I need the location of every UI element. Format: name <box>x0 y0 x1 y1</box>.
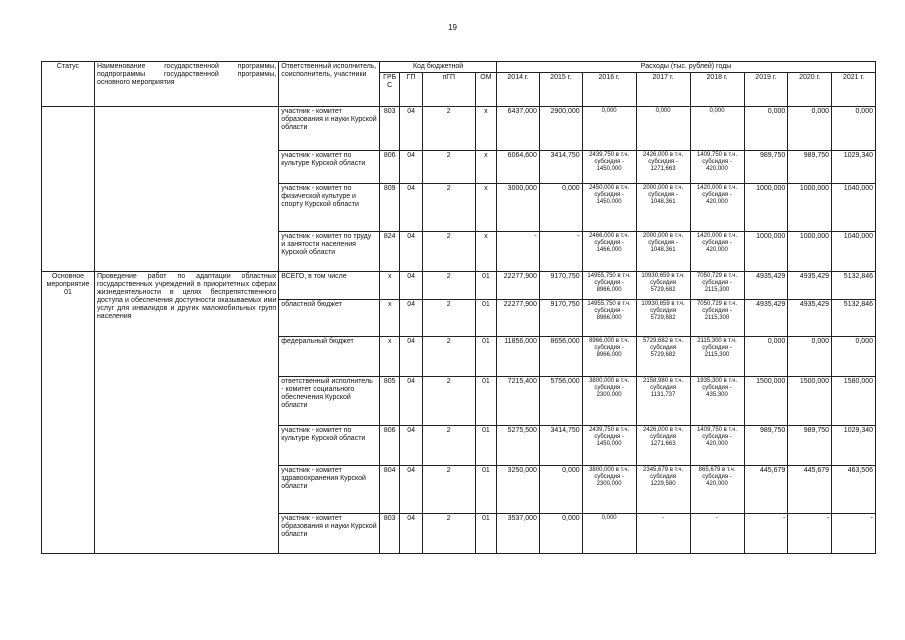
value-cell: 463,506 <box>832 466 876 514</box>
value-cell: 3414,750 <box>539 151 582 184</box>
budget-table <box>41 61 876 554</box>
header-pgp: пГП <box>422 73 475 107</box>
value-cell: х <box>475 151 496 184</box>
header-year-2020: 2020 г. <box>788 73 832 107</box>
value-cell: 01 <box>475 466 496 514</box>
value-cell: 0,000 <box>539 184 582 232</box>
value-cell: 04 <box>400 232 422 272</box>
value-cell: 3537,000 <box>497 514 540 554</box>
value-cell: 806 <box>380 151 400 184</box>
value-cell: 1000,000 <box>788 184 832 232</box>
responsible-cell: областной бюджет <box>279 300 380 337</box>
value-cell: 5275,500 <box>497 426 540 466</box>
value-cell: 5132,846 <box>832 272 876 300</box>
value-cell: 803 <box>380 514 400 554</box>
value-cell: 0,000 <box>582 107 636 151</box>
value-cell: 2345,679 в т.ч. субсидия 1229,580 <box>636 466 690 514</box>
program-name-cell <box>94 107 278 272</box>
value-cell: 865,679 в т.ч. субсидия - 420,000 <box>690 466 744 514</box>
value-cell: 14955,750 в т.ч. субсидия - 8966,000 <box>582 272 636 300</box>
value-cell: 1040,000 <box>832 184 876 232</box>
value-cell: 7215,400 <box>497 377 540 426</box>
value-cell: 3414,750 <box>539 426 582 466</box>
responsible-cell: участник - комитет по культуре Курской области <box>279 151 380 184</box>
header-budget-code: Код бюджетной <box>380 62 497 73</box>
table-row <box>42 107 876 151</box>
value-cell: 01 <box>475 272 496 300</box>
value-cell: 0,000 <box>636 107 690 151</box>
value-cell: 2 <box>422 466 475 514</box>
value-cell: 04 <box>400 377 422 426</box>
value-cell: 803 <box>380 107 400 151</box>
header-year-2015: 2015 г. <box>539 73 582 107</box>
value-cell: 11856,000 <box>497 337 540 377</box>
value-cell: х <box>475 232 496 272</box>
value-cell: 0,000 <box>539 466 582 514</box>
main-event-name: Проведение работ по адаптации областных государственных учреждений в приоритетных сферах жизнедеятельности в целях беспрепятственного доступа и обеспечения доступности оказываемых ими услуг для инвалидов и других маломобильных групп населения <box>94 272 278 554</box>
value-cell: 1420,000 в т.ч. субсидия - 420,000 <box>690 184 744 232</box>
value-cell: 04 <box>400 107 422 151</box>
value-cell: 5132,846 <box>832 300 876 337</box>
value-cell: 1935,300 в т.ч. субсидия - 435,300 <box>690 377 744 426</box>
value-cell: 01 <box>475 426 496 466</box>
value-cell: 2 <box>422 184 475 232</box>
value-cell: 1420,000 в т.ч. субсидия - 420,000 <box>690 232 744 272</box>
value-cell: 2 <box>422 300 475 337</box>
value-cell: 824 <box>380 232 400 272</box>
value-cell: 2900,000 <box>539 107 582 151</box>
value-cell: 2 <box>422 151 475 184</box>
value-cell: 4935,429 <box>788 272 832 300</box>
responsible-cell: ВСЕГО, в том числе <box>279 272 380 300</box>
value-cell: 0,000 <box>582 514 636 554</box>
value-cell: 989,750 <box>744 426 788 466</box>
header-year-2019: 2019 г. <box>744 73 788 107</box>
responsible-cell: участник - комитет по труду и занятости населения Курской области <box>279 232 380 272</box>
value-cell: - <box>636 514 690 554</box>
value-cell: 1029,340 <box>832 426 876 466</box>
value-cell: 01 <box>475 337 496 377</box>
value-cell: 2000,000 в т.ч. субсидия - 1048,361 <box>636 184 690 232</box>
header-year-2016: 2016 г. <box>582 73 636 107</box>
value-cell: 10930,659 в т.ч. субсидия 5729,682 <box>636 300 690 337</box>
value-cell: 1000,000 <box>744 184 788 232</box>
value-cell: х <box>475 107 496 151</box>
value-cell: 01 <box>475 377 496 426</box>
responsible-cell: участник - комитет образования и науки Курской области <box>279 107 380 151</box>
value-cell: 804 <box>380 466 400 514</box>
value-cell: 805 <box>380 377 400 426</box>
value-cell: 3250,000 <box>497 466 540 514</box>
value-cell: 04 <box>400 426 422 466</box>
value-cell: 2 <box>422 337 475 377</box>
value-cell: 2466,000 в т.ч. субсидия - 1466,000 <box>582 232 636 272</box>
value-cell: х <box>380 300 400 337</box>
table-row <box>42 272 876 300</box>
header-year-2018: 2018 г. <box>690 73 744 107</box>
value-cell: 0,000 <box>788 337 832 377</box>
header-status: Статус <box>42 62 95 107</box>
value-cell: 806 <box>380 426 400 466</box>
header-expenses: Расходы (тыс. рублей) годы <box>497 62 876 73</box>
value-cell: 2 <box>422 272 475 300</box>
value-cell: 0,000 <box>788 107 832 151</box>
main-event-status: Основное мероприятие 01 <box>42 272 95 554</box>
value-cell: 10930,659 в т.ч. субсидия 5729,682 <box>636 272 690 300</box>
value-cell: 2 <box>422 377 475 426</box>
value-cell: х <box>380 272 400 300</box>
value-cell: - <box>497 232 540 272</box>
value-cell: - <box>539 232 582 272</box>
value-cell: 1500,000 <box>788 377 832 426</box>
value-cell: 3800,000 в т.ч. субсидия - 2300,000 <box>582 377 636 426</box>
value-cell: 6437,000 <box>497 107 540 151</box>
value-cell: 04 <box>400 337 422 377</box>
value-cell: 2426,000 в т.ч. субсидия 1271,663 <box>636 426 690 466</box>
value-cell: 04 <box>400 300 422 337</box>
value-cell: 1000,000 <box>744 232 788 272</box>
value-cell: 2115,300 в т.ч. субсидия - 2115,300 <box>690 337 744 377</box>
header-gp: ГП <box>400 73 422 107</box>
value-cell: 2158,980 в т.ч. субсидия 1131,737 <box>636 377 690 426</box>
value-cell: 2 <box>422 426 475 466</box>
responsible-cell: федеральный бюджет <box>279 337 380 377</box>
value-cell: 989,750 <box>788 151 832 184</box>
value-cell: 989,750 <box>788 426 832 466</box>
header-year-2021: 2021 г. <box>832 73 876 107</box>
value-cell: 1029,340 <box>832 151 876 184</box>
value-cell: 7050,729 в т.ч. субсидия - 2115,300 <box>690 272 744 300</box>
value-cell: 2 <box>422 107 475 151</box>
value-cell: 14955,750 в т.ч. субсидия - 8966,000 <box>582 300 636 337</box>
value-cell: 5729,682 в т.ч. субсидия 5729,682 <box>636 337 690 377</box>
value-cell: 0,000 <box>744 337 788 377</box>
value-cell: 1500,000 <box>744 377 788 426</box>
status-cell <box>42 107 95 272</box>
value-cell: - <box>832 514 876 554</box>
responsible-cell: участник - комитет по физической культуре и спорту Курской области <box>279 184 380 232</box>
value-cell: 2426,000 в т.ч. субсидия - 1271,663 <box>636 151 690 184</box>
value-cell: 7050,729 в т.ч. субсидия - 2115,300 <box>690 300 744 337</box>
value-cell: 22277,900 <box>497 272 540 300</box>
value-cell: - <box>690 514 744 554</box>
value-cell: 5756,000 <box>539 377 582 426</box>
value-cell: 1000,000 <box>788 232 832 272</box>
value-cell: 8656,000 <box>539 337 582 377</box>
header-year-2017: 2017 г. <box>636 73 690 107</box>
value-cell: 4935,429 <box>744 272 788 300</box>
value-cell: - <box>788 514 832 554</box>
value-cell: 2439,750 в т.ч. субсидия - 1450,000 <box>582 151 636 184</box>
value-cell: 6064,600 <box>497 151 540 184</box>
header-om: ОМ <box>475 73 496 107</box>
value-cell: 01 <box>475 514 496 554</box>
responsible-cell: участник - комитет здравоохранения Курской области <box>279 466 380 514</box>
value-cell: 9170,750 <box>539 272 582 300</box>
value-cell: 0,000 <box>744 107 788 151</box>
header-name: Наименование государственной программы, подпрограммы государственной программы, основного мероприятия <box>94 62 278 107</box>
value-cell: 04 <box>400 514 422 554</box>
header-grbs: ГРБ С <box>380 73 400 107</box>
responsible-cell: ответственный исполнитель - комитет социального обеспечения Курской области <box>279 377 380 426</box>
header-year-2014: 2014 г. <box>497 73 540 107</box>
value-cell: 0,000 <box>832 337 876 377</box>
responsible-cell: участник - комитет по культуре Курской области <box>279 426 380 466</box>
value-cell: - <box>744 514 788 554</box>
value-cell: 2439,750 в т.ч. субсидия - 1450,000 <box>582 426 636 466</box>
value-cell: 445,679 <box>744 466 788 514</box>
value-cell: 1409,750 в т.ч. субсидия - 420,000 <box>690 426 744 466</box>
value-cell: х <box>475 184 496 232</box>
value-cell: 3800,000 в т.ч. субсидия - 2300,000 <box>582 466 636 514</box>
value-cell: 2450,000 в т.ч. субсидия - 1450,000 <box>582 184 636 232</box>
value-cell: 989,750 <box>744 151 788 184</box>
value-cell: 04 <box>400 272 422 300</box>
value-cell: 2 <box>422 232 475 272</box>
header-responsible: Ответственный исполнитель, соисполнитель, участники <box>279 62 380 107</box>
value-cell: х <box>380 337 400 377</box>
value-cell: 0,000 <box>832 107 876 151</box>
value-cell: 04 <box>400 184 422 232</box>
value-cell: 0,000 <box>690 107 744 151</box>
value-cell: 1040,000 <box>832 232 876 272</box>
responsible-cell: участник - комитет образования и науки Курской области <box>279 514 380 554</box>
value-cell: 4935,429 <box>788 300 832 337</box>
value-cell: 2000,000 в т.ч. субсидия - 1048,361 <box>636 232 690 272</box>
value-cell: 4935,429 <box>744 300 788 337</box>
value-cell: 445,679 <box>788 466 832 514</box>
value-cell: 01 <box>475 300 496 337</box>
value-cell: 1580,000 <box>832 377 876 426</box>
value-cell: 2 <box>422 514 475 554</box>
value-cell: 809 <box>380 184 400 232</box>
value-cell: 22277,900 <box>497 300 540 337</box>
value-cell: 1409,750 в т.ч. субсидия - 420,000 <box>690 151 744 184</box>
value-cell: 8966,000 в т.ч. субсидия - 8966,000 <box>582 337 636 377</box>
value-cell: 0,000 <box>539 514 582 554</box>
value-cell: 3000,000 <box>497 184 540 232</box>
page-number: 19 <box>448 23 457 32</box>
value-cell: 04 <box>400 466 422 514</box>
value-cell: 9170,750 <box>539 300 582 337</box>
value-cell: 04 <box>400 151 422 184</box>
